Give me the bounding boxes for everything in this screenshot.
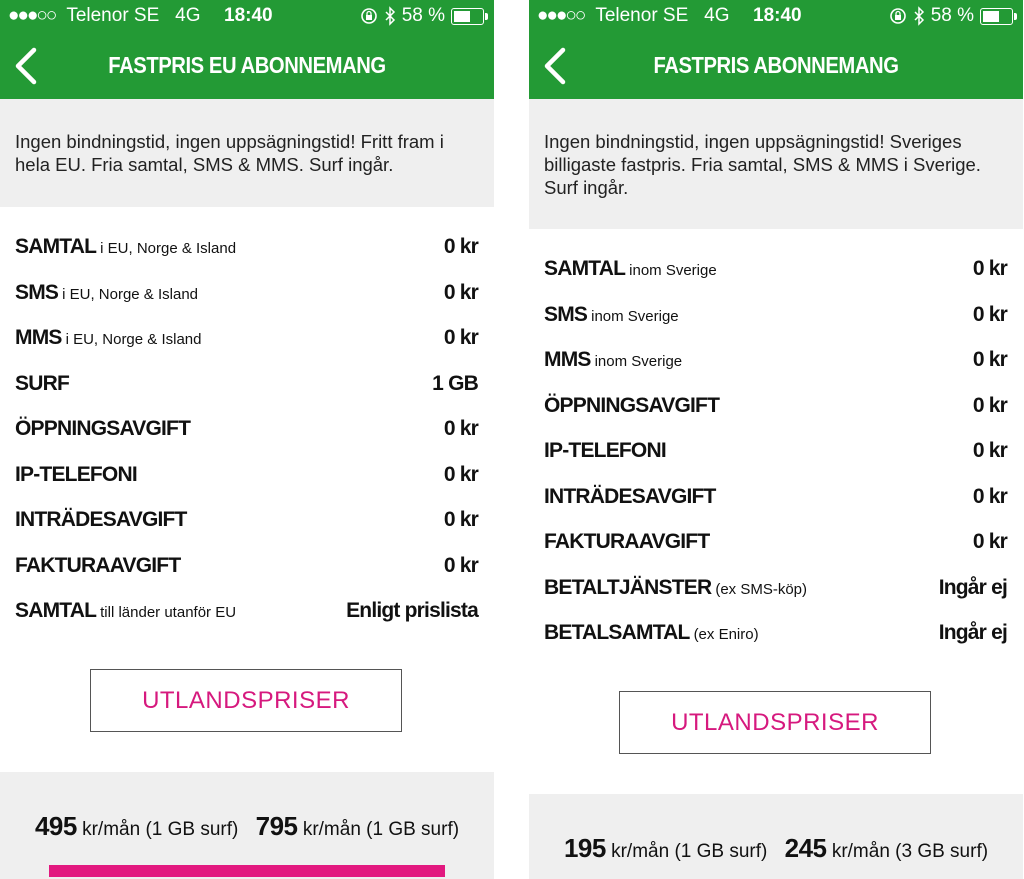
page-title: FASTPRIS ABONNEMANG xyxy=(653,52,899,78)
price-amount: 795 xyxy=(255,811,298,841)
row-label: BETALTJÄNSTER xyxy=(544,575,712,599)
price-options xyxy=(0,811,494,842)
battery-icon xyxy=(451,8,484,25)
price-amount: 245 xyxy=(784,833,827,863)
row-value: 0 kr xyxy=(443,326,478,349)
carrier-info xyxy=(8,0,200,32)
intro-box xyxy=(0,99,494,207)
row-value: 0 kr xyxy=(972,484,1007,508)
price-row-mms xyxy=(544,342,1007,388)
order-button-partial[interactable] xyxy=(49,865,445,877)
price-list xyxy=(15,229,478,639)
price-list xyxy=(544,251,1007,661)
phone-screen-sverige xyxy=(529,0,1023,879)
price-row-fakturaavgift xyxy=(544,524,1007,570)
rotation-lock-icon xyxy=(889,7,907,25)
row-value: 0 kr xyxy=(443,553,478,577)
price-unit: kr/mån (1 GB surf) xyxy=(302,819,460,840)
row-sublabel: till länder utanför EU xyxy=(100,604,237,621)
row-value: 0 kr xyxy=(443,462,478,486)
row-label: INTRÄDESAVGIFT xyxy=(15,508,187,531)
price-row-surf xyxy=(15,366,478,412)
row-label: INTRÄDESAVGIFT xyxy=(544,484,716,508)
price-summary xyxy=(529,794,1023,879)
row-label: FAKTURAAVGIFT xyxy=(15,553,181,577)
signal-strength-icon: ●●●○○ xyxy=(537,5,585,26)
price-amount: 495 xyxy=(34,811,77,841)
utlandspriser-button[interactable]: UTLANDSPRISER xyxy=(619,691,931,754)
carrier-name: Telenor SE xyxy=(66,5,160,26)
price-row-oppningsavgift xyxy=(15,411,478,457)
network-type: 4G xyxy=(704,5,730,26)
row-value: 0 kr xyxy=(972,530,1007,553)
row-label: MMS xyxy=(544,348,591,371)
battery-percent: 58 % xyxy=(930,5,974,26)
price-unit: kr/mån (1 GB surf) xyxy=(82,819,239,840)
bluetooth-icon xyxy=(384,6,396,26)
status-time: 18:40 xyxy=(753,5,802,26)
page-title: FASTPRIS EU ABONNEMANG xyxy=(108,52,386,78)
row-value: Enligt prislista xyxy=(346,599,478,622)
price-row-fakturaavgift xyxy=(15,548,478,594)
status-bar xyxy=(0,0,494,32)
status-time: 18:40 xyxy=(224,5,273,26)
price-row-intradesavgift xyxy=(15,502,478,548)
row-sublabel: inom Sverige xyxy=(629,262,717,279)
intro-text: Ingen bindningstid, ingen uppsägningstid! Fritt fram i hela EU. Fria samtal, SMS & MMS. Surf ingår. xyxy=(15,131,444,175)
nav-bar xyxy=(0,32,494,99)
battery-percent: 58 % xyxy=(401,5,445,26)
row-value: 0 kr xyxy=(972,302,1007,326)
row-value: 0 kr xyxy=(972,393,1007,417)
row-label: IP-TELEFONI xyxy=(544,439,666,462)
row-sublabel: inom Sverige xyxy=(591,307,679,325)
price-row-sms xyxy=(15,275,478,321)
row-label: SMS xyxy=(15,280,59,304)
row-value: 0 kr xyxy=(443,508,478,531)
row-label: BETALSAMTAL xyxy=(544,621,690,644)
carrier-name: Telenor SE xyxy=(595,5,689,26)
price-row-betalsamtal xyxy=(544,615,1007,661)
row-value: 0 kr xyxy=(443,417,478,440)
row-label: SURF xyxy=(15,371,69,395)
network-type: 4G xyxy=(175,5,201,26)
row-sublabel: i EU, Norge & Island xyxy=(62,285,199,303)
price-row-mms xyxy=(15,320,478,366)
signal-strength-icon: ●●●○○ xyxy=(8,5,56,26)
price-row-samtal xyxy=(15,229,478,275)
row-value: 0 kr xyxy=(972,257,1007,280)
row-label: SAMTAL xyxy=(15,599,97,622)
row-sublabel: inom Sverige xyxy=(594,353,683,370)
row-value: 0 kr xyxy=(972,439,1007,462)
price-row-oppningsavgift xyxy=(544,388,1007,434)
row-sublabel: (ex SMS-köp) xyxy=(715,580,808,598)
row-sublabel: i EU, Norge & Island xyxy=(100,240,237,257)
row-sublabel: i EU, Norge & Island xyxy=(65,331,202,348)
price-row-sms xyxy=(544,297,1007,343)
price-amount: 195 xyxy=(563,833,606,863)
price-row-ip-telefoni xyxy=(544,433,1007,479)
row-value: 0 kr xyxy=(443,280,478,304)
row-label: ÖPPNINGSAVGIFT xyxy=(544,393,720,417)
battery-icon xyxy=(980,8,1013,25)
price-row-samtal xyxy=(544,251,1007,297)
row-label: IP-TELEFONI xyxy=(15,462,137,486)
price-unit: kr/mån (1 GB surf) xyxy=(611,841,768,862)
row-value: Ingår ej xyxy=(938,621,1007,644)
carrier-info xyxy=(537,0,729,32)
row-label: SAMTAL xyxy=(544,257,626,280)
row-label: SAMTAL xyxy=(15,235,97,258)
price-row-samtal-utanfor-eu xyxy=(15,593,478,639)
row-label: MMS xyxy=(15,326,62,349)
row-label: SMS xyxy=(544,302,588,326)
utlandspriser-button[interactable]: UTLANDSPRISER xyxy=(90,669,402,732)
row-sublabel: (ex Eniro) xyxy=(693,626,759,643)
price-row-ip-telefoni xyxy=(15,457,478,503)
status-right xyxy=(889,0,1013,32)
price-unit: kr/mån (3 GB surf) xyxy=(831,841,989,862)
row-value: Ingår ej xyxy=(938,575,1007,599)
intro-text: Ingen bindningstid, ingen uppsägningstid! Sveriges billigaste fastpris. Fria samtal, SMS & MMS i Sverige. Surf ingår. xyxy=(544,131,981,198)
phone-screen-eu xyxy=(0,0,494,879)
row-value: 0 kr xyxy=(443,235,478,258)
nav-bar xyxy=(529,32,1023,99)
rotation-lock-icon xyxy=(360,7,378,25)
status-bar xyxy=(529,0,1023,32)
price-options xyxy=(529,833,1023,864)
row-label: ÖPPNINGSAVGIFT xyxy=(15,417,191,440)
price-summary xyxy=(0,772,494,879)
row-value: 1 GB xyxy=(432,371,478,395)
price-row-intradesavgift xyxy=(544,479,1007,525)
bluetooth-icon xyxy=(913,6,925,26)
price-row-betaltjanster xyxy=(544,570,1007,616)
intro-box xyxy=(529,99,1023,229)
row-label: FAKTURAAVGIFT xyxy=(544,530,710,553)
row-value: 0 kr xyxy=(972,348,1007,371)
status-right xyxy=(360,0,484,32)
